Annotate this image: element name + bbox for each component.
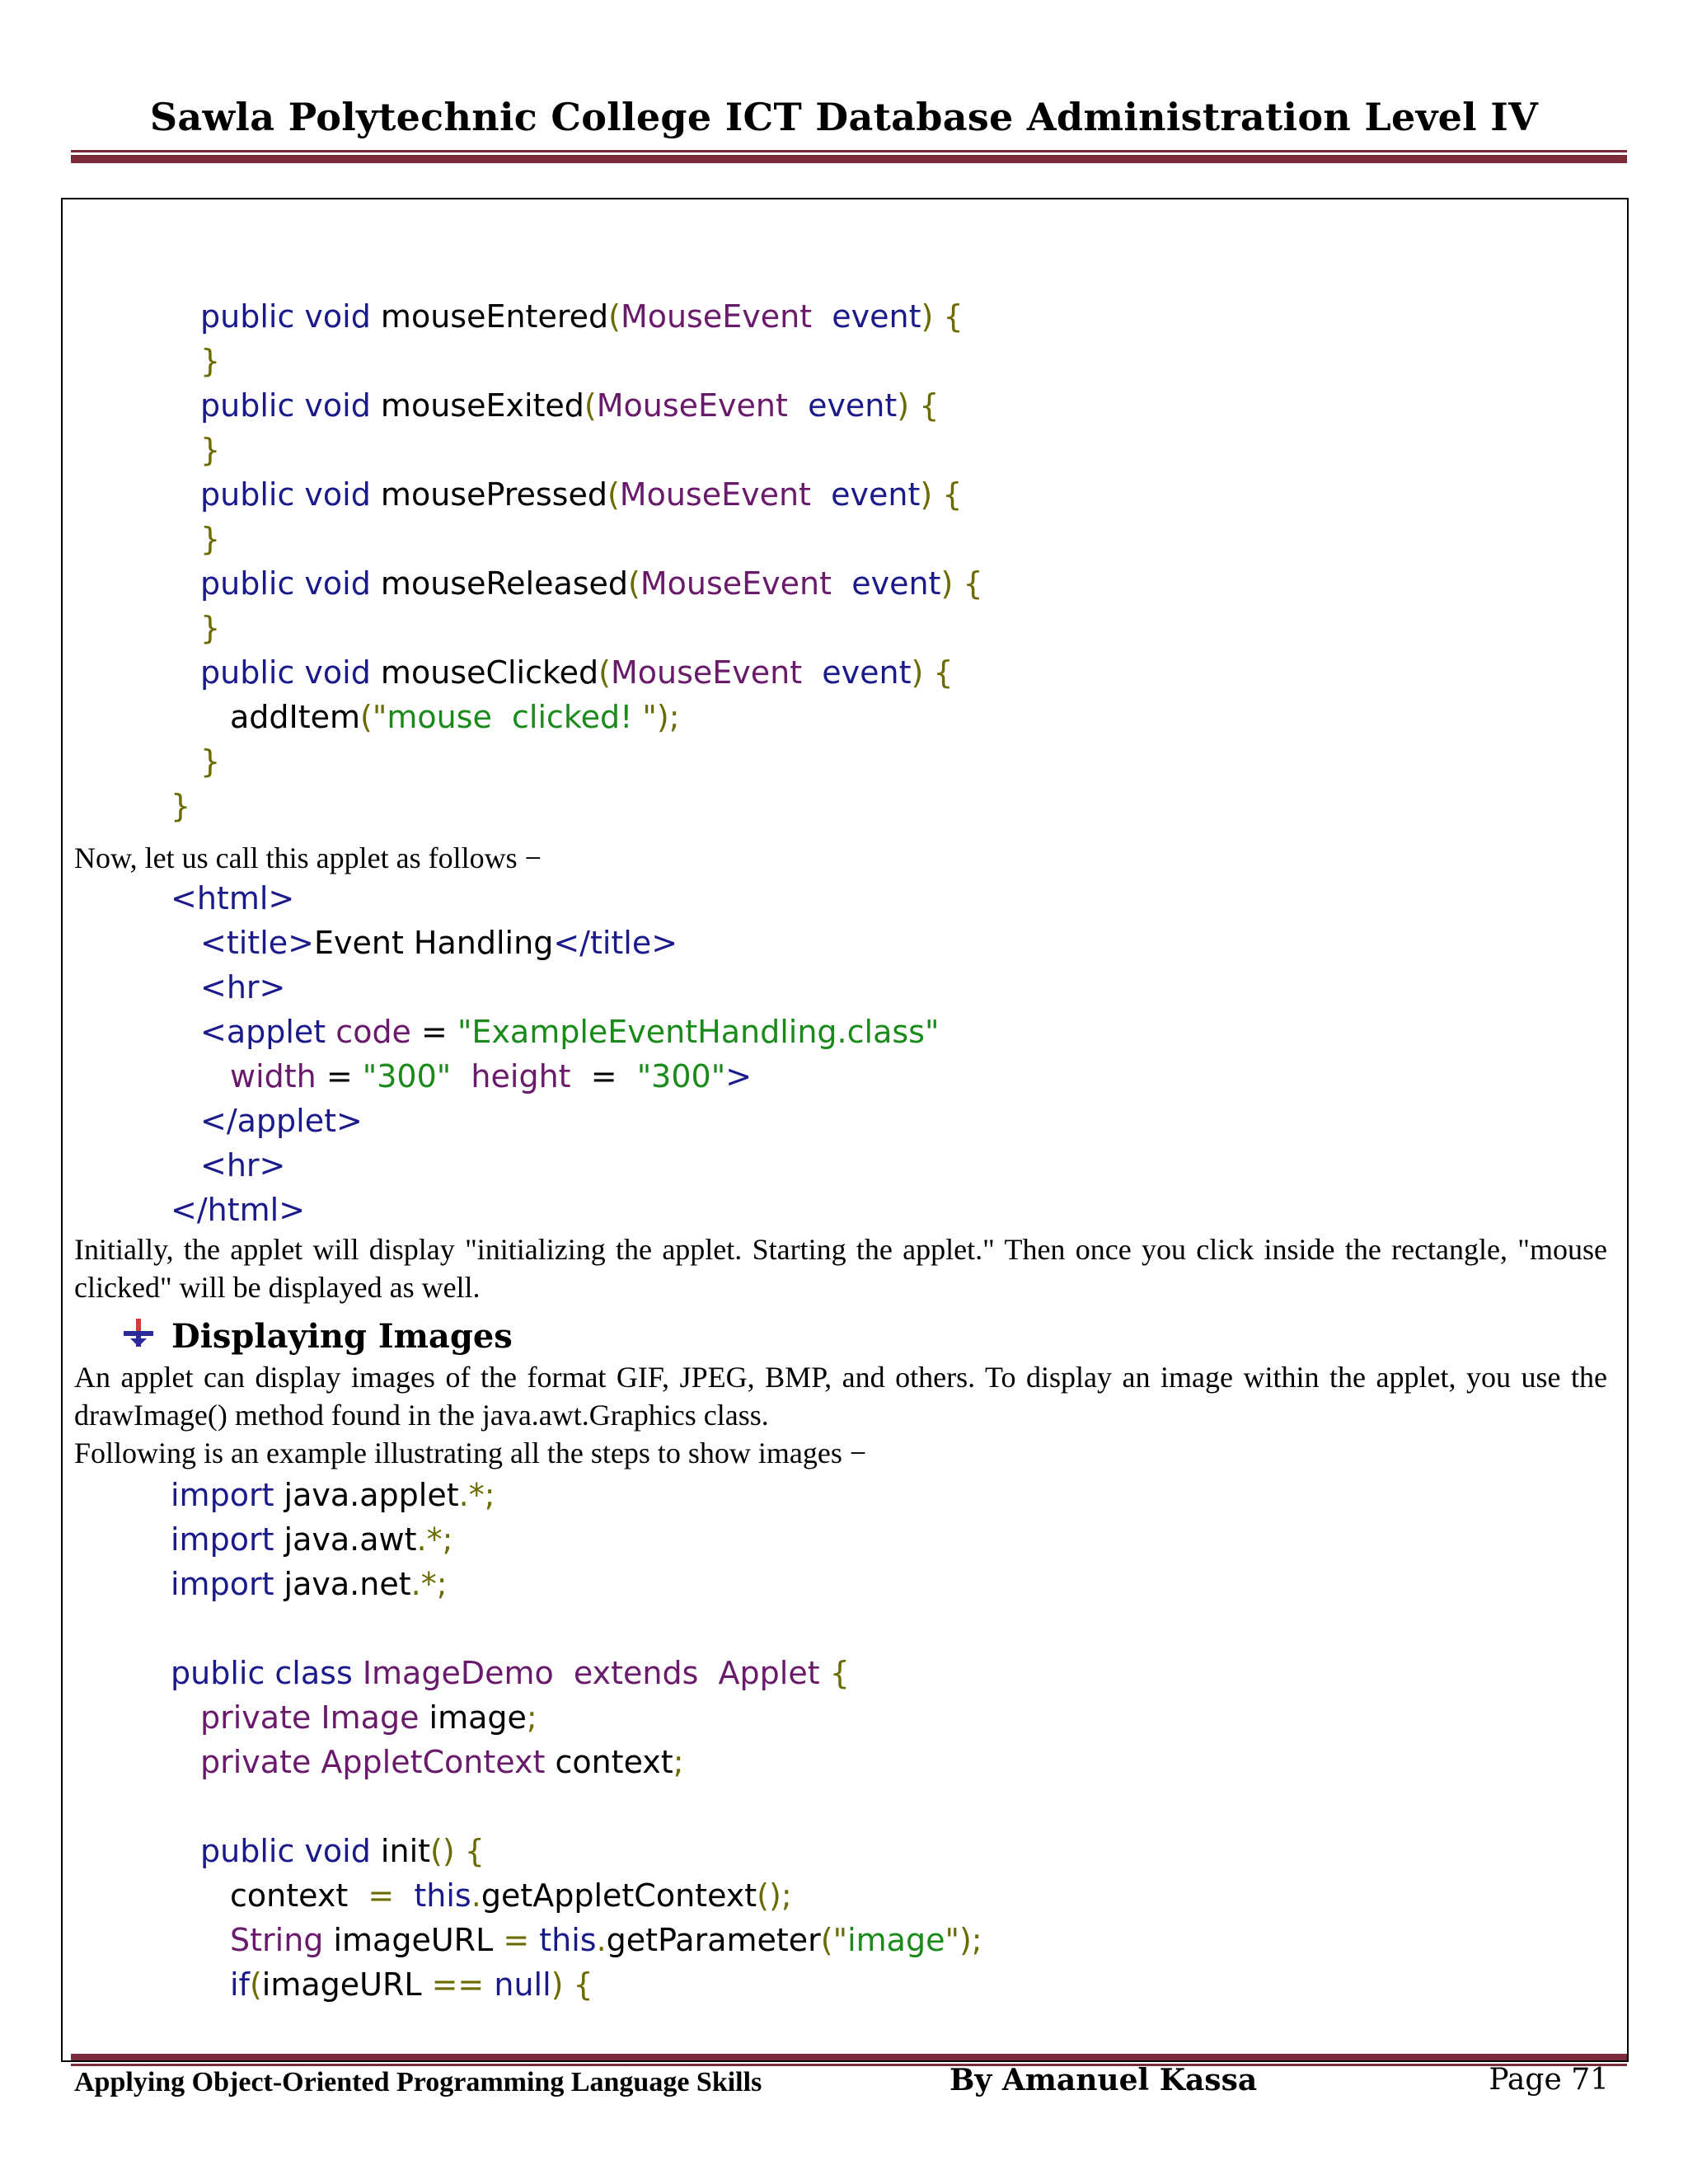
code-token: event <box>831 476 921 513</box>
code-line <box>0 339 983 383</box>
code-token: } <box>200 521 221 557</box>
code-token: ImageDemo <box>362 1655 554 1691</box>
code-token: ) { <box>921 298 964 335</box>
prose-call-applet: Now, let us call this applet as follows − <box>74 841 542 874</box>
code-token: (" <box>820 1922 848 1958</box>
code-line <box>0 921 939 965</box>
code-token: ( <box>628 565 640 602</box>
prose-initially: Initially, the applet will display "initializing the applet. Starting the applet." Then once you click inside the rectangle, "mouse clicked" will be displayed as well. <box>74 1233 1607 1304</box>
code-token: java.applet <box>284 1477 459 1513</box>
header-rule-thick <box>71 155 1627 163</box>
code-line <box>0 1740 982 1784</box>
code-line <box>0 695 983 739</box>
code-token: String <box>230 1922 324 1958</box>
code-token: mouseReleased <box>380 565 629 602</box>
code-line <box>0 1918 982 1962</box>
code-token: > <box>725 1058 753 1094</box>
code-token: .*; <box>458 1477 495 1513</box>
code-token: (); <box>757 1877 792 1914</box>
code-token: () { <box>430 1833 485 1869</box>
code-line <box>0 1099 939 1143</box>
prose-following-example: Following is an example illustrating all the steps to show images − <box>74 1436 867 1469</box>
code-token: context <box>230 1877 349 1914</box>
code-token: (" <box>360 699 387 735</box>
code-token: null <box>494 1966 551 2003</box>
footer-rule-thick <box>71 2054 1627 2060</box>
code-line <box>0 1010 939 1054</box>
code-token: <applet <box>200 1014 336 1050</box>
code-token <box>812 298 832 335</box>
code-token: public void <box>200 476 381 513</box>
code-token: <html> <box>171 880 295 916</box>
code-line <box>0 1695 982 1740</box>
code-line <box>0 472 983 517</box>
code-line <box>0 784 983 828</box>
code-token: import <box>171 1521 284 1558</box>
code-token <box>451 1058 471 1094</box>
code-line <box>0 1829 982 1873</box>
code-token: = <box>316 1058 363 1094</box>
code-token: ( <box>598 654 611 691</box>
code-token: } <box>200 343 221 379</box>
code-token: </html> <box>171 1192 306 1228</box>
code-token: "); <box>642 699 680 735</box>
code-token: </title> <box>553 925 678 961</box>
code-token <box>811 476 831 513</box>
footer-page-number: Page 71 <box>1489 2063 1609 2097</box>
code-line <box>0 517 983 561</box>
code-token: <hr> <box>200 1147 286 1183</box>
code-token: event <box>808 387 898 424</box>
code-token: java.awt <box>284 1521 417 1558</box>
code-token: this <box>539 1922 597 1958</box>
code-token: == <box>431 1966 495 2003</box>
code-token: public class <box>171 1655 363 1691</box>
code-token: import <box>171 1566 284 1602</box>
code-line <box>0 1784 982 1829</box>
code-token <box>788 387 808 424</box>
code-token: { <box>819 1655 850 1691</box>
code-token: ( <box>249 1966 262 2003</box>
arrow-bullet-icon <box>122 1317 155 1350</box>
code-token: .*; <box>416 1521 453 1558</box>
code-token: MouseEvent <box>610 654 803 691</box>
code-line <box>0 294 983 339</box>
code-token: public void <box>200 298 381 335</box>
code-line <box>0 561 983 606</box>
code-token: ) { <box>920 476 963 513</box>
code-token: } <box>171 788 191 824</box>
code-token: ( <box>584 387 597 424</box>
code-token: public void <box>200 565 381 602</box>
code-token: = <box>503 1922 540 1958</box>
code-token: height <box>471 1058 571 1094</box>
code-token: "300" <box>362 1058 452 1094</box>
section-heading-text: Displaying Images <box>171 1317 513 1356</box>
code-token: } <box>200 743 221 780</box>
code-token: . <box>471 1877 481 1914</box>
code-token: getAppletContext <box>481 1877 757 1914</box>
code-token: ) { <box>551 1966 593 2003</box>
code-block-image-demo <box>0 1473 982 2007</box>
code-line <box>0 1473 982 1517</box>
code-token: private Image <box>200 1699 420 1736</box>
code-token <box>802 654 822 691</box>
code-line <box>0 1143 939 1188</box>
code-line <box>0 1517 982 1562</box>
code-token: public void <box>200 654 381 691</box>
code-token: ( <box>607 476 620 513</box>
code-token: <hr> <box>200 969 286 1005</box>
code-token: imageURL <box>261 1966 432 2003</box>
code-token: MouseEvent <box>620 298 813 335</box>
code-token: = <box>348 1877 415 1914</box>
code-token: event <box>822 654 912 691</box>
code-token: ; <box>673 1744 684 1780</box>
code-token: mouseExited <box>380 387 584 424</box>
code-token: getParameter <box>606 1922 821 1958</box>
code-token: ) { <box>897 387 940 424</box>
code-block-html <box>0 876 939 1232</box>
code-line <box>0 1188 939 1232</box>
code-line <box>0 965 939 1010</box>
code-token: } <box>200 432 221 468</box>
code-token: mouse clicked! <box>387 699 643 735</box>
code-line <box>0 739 983 784</box>
code-line <box>0 1873 982 1918</box>
code-token: "300" <box>636 1058 726 1094</box>
code-token: . <box>596 1922 607 1958</box>
code-block-applet-events <box>0 294 983 828</box>
code-line <box>0 428 983 472</box>
code-token: Event Handling <box>313 925 554 961</box>
code-line <box>0 876 939 921</box>
code-line <box>0 1962 982 2007</box>
code-token: MouseEvent <box>596 387 788 424</box>
code-token: java.net <box>284 1566 411 1602</box>
code-token: this <box>414 1877 471 1914</box>
code-token: "); <box>945 1922 982 1958</box>
code-token: addItem <box>230 699 361 735</box>
code-token: extends Applet <box>573 1655 820 1691</box>
page-header-title: Sawla Polytechnic College ICT Database Administration Level IV <box>149 95 1539 139</box>
code-token <box>171 1788 181 1825</box>
code-token: mouseClicked <box>380 654 599 691</box>
code-token: image <box>419 1699 527 1736</box>
footer-course-title: Applying Object-Oriented Programming Language Skills <box>74 2067 762 2097</box>
code-line <box>0 1054 939 1099</box>
code-line <box>0 1651 982 1695</box>
code-token: context <box>545 1744 673 1780</box>
code-token: mouseEntered <box>380 298 609 335</box>
code-token: event <box>851 565 941 602</box>
code-line <box>0 1562 982 1606</box>
code-line <box>0 650 983 695</box>
code-token: image <box>847 1922 945 1958</box>
footer-author: By Amanuel Kassa <box>950 2063 1258 2097</box>
code-token: public void <box>200 1833 381 1869</box>
code-token: } <box>200 610 221 646</box>
code-token: ; <box>526 1699 537 1736</box>
code-token <box>171 1610 181 1647</box>
code-token: public void <box>200 387 381 424</box>
code-token <box>554 1655 574 1691</box>
header-rule-thin <box>71 150 1627 152</box>
code-token: ) { <box>911 654 954 691</box>
code-token: width <box>230 1058 316 1094</box>
code-token: imageURL <box>323 1922 504 1958</box>
code-token: MouseEvent <box>640 565 832 602</box>
code-token: MouseEvent <box>619 476 811 513</box>
code-token: </applet> <box>200 1103 363 1139</box>
code-token: .*; <box>410 1566 448 1602</box>
section-heading-displaying-images <box>171 1315 513 1359</box>
code-token: if <box>230 1966 250 2003</box>
code-line <box>0 1606 982 1651</box>
code-token: event <box>832 298 921 335</box>
code-token <box>832 565 851 602</box>
code-token: ) { <box>940 565 983 602</box>
code-token: <title> <box>200 925 314 961</box>
code-token: code <box>335 1014 411 1050</box>
code-token: private AppletContext <box>200 1744 546 1780</box>
code-line <box>0 383 983 428</box>
code-token: "ExampleEventHandling.class" <box>457 1014 940 1050</box>
code-line <box>0 606 983 650</box>
code-token: = <box>570 1058 637 1094</box>
code-token: import <box>171 1477 284 1513</box>
code-token: mousePressed <box>380 476 607 513</box>
prose-applet-images: An applet can display images of the format GIF, JPEG, BMP, and others. To display an image within the applet, you use the drawImage() method found in the java.awt.Graphics class. <box>74 1361 1607 1432</box>
code-token: = <box>410 1014 457 1050</box>
code-token: ( <box>608 298 621 335</box>
code-token: init <box>380 1833 431 1869</box>
